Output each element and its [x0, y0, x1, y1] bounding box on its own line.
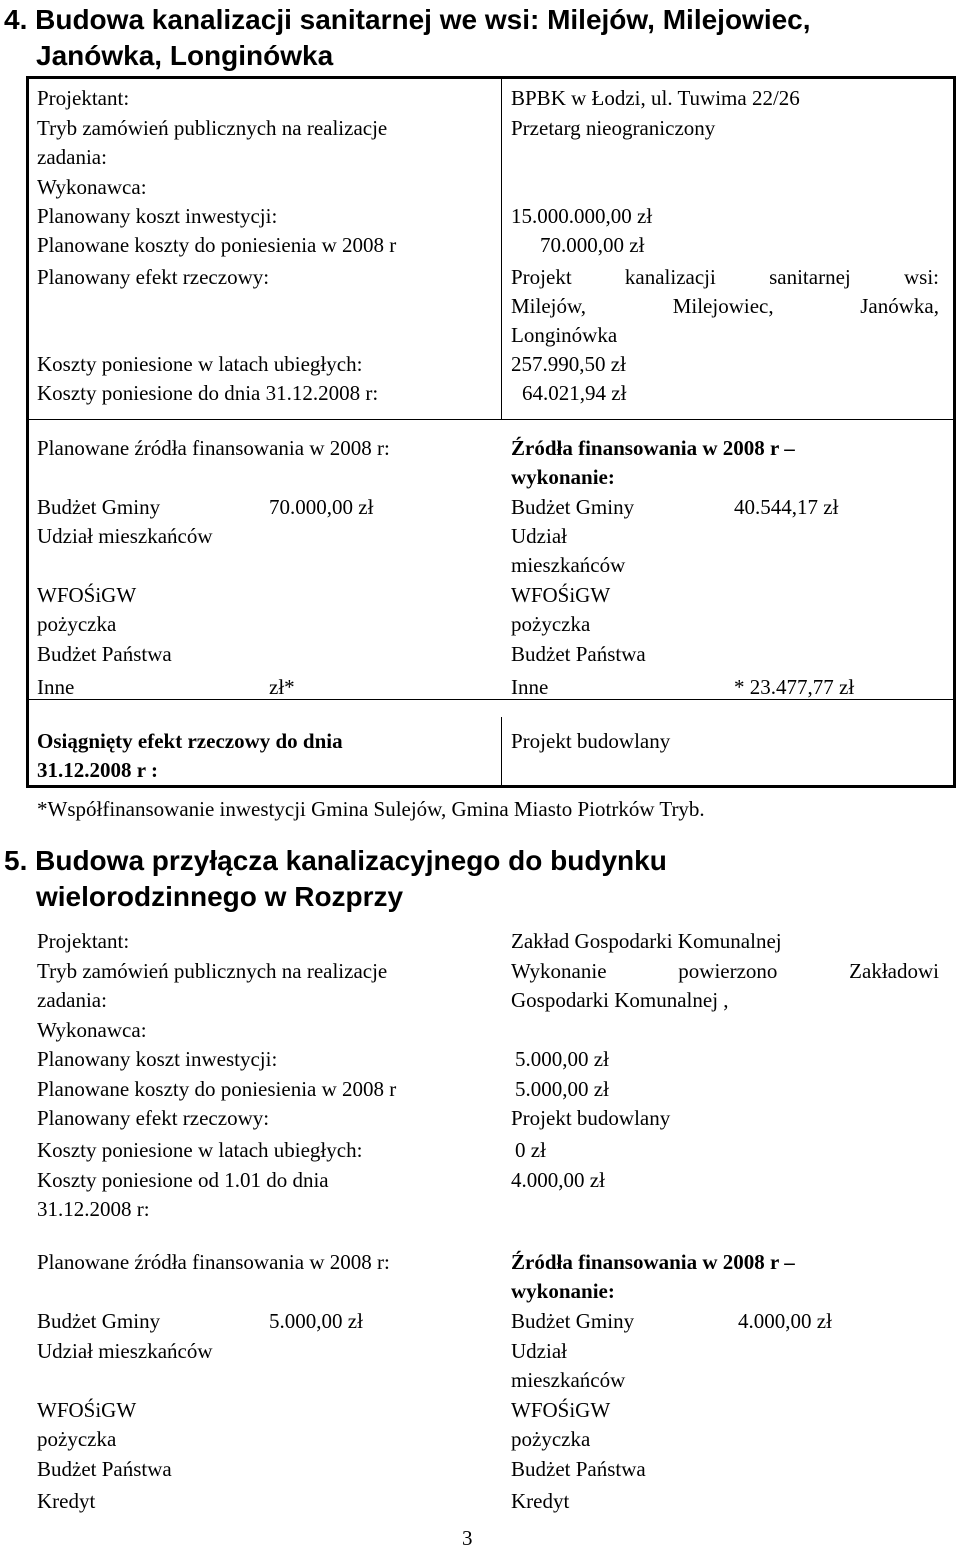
s4-efekt-label: Planowany efekt rzeczowy: [37, 265, 270, 289]
s5-wfosigw-label: WFOŚiGW [37, 1398, 137, 1422]
s5-mieszkancow-label: mieszkańców [511, 1368, 626, 1392]
s5-ubiegle-label: Koszty poniesione w latach ubiegłych: [37, 1138, 363, 1162]
s4-ubiegle-value: 257.990,50 zł [511, 352, 626, 376]
s4-osiagniety-label-1: Osiągnięty efekt rzeczowy do dnia [37, 729, 343, 753]
section-4-heading-line1: 4. Budowa kanalizacji sanitarnej we wsi: Milejów, Milejowiec, [4, 4, 811, 35]
s4-budzet-gminy-plan: 70.000,00 zł [269, 495, 374, 519]
s4-wfosigw-label: WFOŚiGW [37, 583, 137, 607]
s4-koszty-2008-value: 70.000,00 zł [540, 233, 645, 257]
s5-efekt-value: Projekt budowlany [511, 1106, 671, 1130]
s4-inne-label: Inne [37, 675, 75, 699]
section-5-heading-line1: 5. Budowa przyłącza kanalizacyjnego do budynku [4, 845, 667, 876]
s5-od-label-2: 31.12.2008 r: [37, 1197, 150, 1221]
s4-efekt-value-1: Projekt kanalizacji sanitarnej wsi: [511, 265, 939, 289]
s5-koszt-label: Planowany koszt inwestycji: [37, 1047, 278, 1071]
s5-tryb-label-2: zadania: [37, 988, 107, 1012]
s5-budzet-gminy-wyk-label: Budżet Gminy [511, 1309, 635, 1333]
s4-do-dnia-label: Koszty poniesione do dnia 31.12.2008 r: [37, 381, 379, 405]
s5-budzet-panstwa-wyk-label: Budżet Państwa [511, 1457, 646, 1481]
s4-osiagniety-value: Projekt budowlany [511, 729, 671, 753]
s4-zrodla-wyk-label-1: Źródła finansowania w 2008 r – [511, 436, 795, 460]
s4-koszt-label: Planowany koszt inwestycji: [37, 204, 278, 228]
s4-budzet-gminy-wyk: 40.544,17 zł [734, 495, 839, 519]
s5-budzet-panstwa-label: Budżet Państwa [37, 1457, 172, 1481]
s4-zrodla-plan-label: Planowane źródła finansowania w 2008 r: [37, 436, 390, 460]
s4-inne-wyk: * 23.477,77 zł [734, 675, 855, 699]
s4-pozyczka-wyk-label: pożyczka [511, 612, 591, 636]
s5-kredyt-label: Kredyt [37, 1489, 96, 1513]
s4-wykonawca-label: Wykonawca: [37, 175, 147, 199]
s5-tryb-value-1: Wykonanie powierzono Zakładowi [511, 959, 939, 983]
s5-zrodla-wyk-label-1: Źródła finansowania w 2008 r – [511, 1250, 795, 1274]
s4-tryb-label-1: Tryb zamówień publicznych na realizacje [37, 116, 388, 140]
s5-kredyt-wyk-label: Kredyt [511, 1489, 570, 1513]
s5-efekt-label: Planowany efekt rzeczowy: [37, 1106, 270, 1130]
s5-wfosigw-wyk-label: WFOŚiGW [511, 1398, 611, 1422]
s5-budzet-gminy-plan: 5.000,00 zł [269, 1309, 363, 1333]
s4-budzet-panstwa-wyk-label: Budżet Państwa [511, 642, 646, 666]
page-number: 3 [462, 1526, 473, 1550]
s4-do-dnia-value: 64.021,94 zł [522, 381, 627, 405]
s4-projektant-value: BPBK w Łodzi, ul. Tuwima 22/26 [511, 86, 800, 110]
s5-wykonawca-label: Wykonawca: [37, 1018, 147, 1042]
s4-mieszkancow-label: mieszkańców [511, 553, 626, 577]
s4-efekt-value-3: Longinówka [511, 323, 618, 347]
s5-udzial-mieszkancow-label: Udział mieszkańców [37, 1339, 213, 1363]
s4-udzial-mieszkancow-label: Udział mieszkańców [37, 524, 213, 548]
s4-osiagniety-label-2: 31.12.2008 r : [37, 758, 158, 782]
s4-budzet-gminy-label: Budżet Gminy [37, 495, 161, 519]
s5-projektant-label: Projektant: [37, 929, 130, 953]
s5-tryb-label-1: Tryb zamówień publicznych na realizacje [37, 959, 388, 983]
s5-zrodla-wyk-label-2: wykonanie: [511, 1279, 615, 1303]
s4-footnote: *Współfinansowanie inwestycji Gmina Sulejów, Gmina Miasto Piotrków Tryb. [37, 797, 705, 821]
s5-koszt-value: 5.000,00 zł [515, 1047, 609, 1071]
s4-efekt-value-2: Milejów, Milejowiec, Janówka, [511, 294, 939, 318]
s5-koszty-2008-value: 5.000,00 zł [515, 1077, 609, 1101]
s4-wfosigw-wyk-label: WFOŚiGW [511, 583, 611, 607]
s4-pozyczka-label: pożyczka [37, 612, 117, 636]
s5-od-label-1: Koszty poniesione od 1.01 do dnia [37, 1168, 329, 1192]
section-5-heading-line2: wielorodzinnego w Rozprzy [36, 881, 404, 912]
s5-pozyczka-wyk-label: pożyczka [511, 1427, 591, 1451]
s4-budzet-gminy-wyk-label: Budżet Gminy [511, 495, 635, 519]
s5-zrodla-plan-label: Planowane źródła finansowania w 2008 r: [37, 1250, 390, 1274]
s5-udzial-label: Udział [511, 1339, 567, 1363]
s4-inne-plan: zł* [269, 675, 295, 699]
s4-budzet-panstwa-label: Budżet Państwa [37, 642, 172, 666]
s4-inne-wyk-label: Inne [511, 675, 549, 699]
s5-projektant-value: Zakład Gospodarki Komunalnej [511, 929, 782, 953]
s4-projektant-label: Projektant: [37, 86, 130, 110]
s5-od-value: 4.000,00 zł [511, 1168, 605, 1192]
s4-tryb-label-2: zadania: [37, 145, 107, 169]
s4-koszt-value: 15.000.000,00 zł [511, 204, 653, 228]
s5-ubiegle-value: 0 zł [515, 1138, 546, 1162]
s5-pozyczka-label: pożyczka [37, 1427, 117, 1451]
s4-tryb-value: Przetarg nieograniczony [511, 116, 716, 140]
s4-ubiegle-label: Koszty poniesione w latach ubiegłych: [37, 352, 363, 376]
s4-koszty-2008-label: Planowane koszty do poniesienia w 2008 r [37, 233, 397, 257]
s5-budzet-gminy-label: Budżet Gminy [37, 1309, 161, 1333]
s4-udzial-label: Udział [511, 524, 567, 548]
s5-koszty-2008-label: Planowane koszty do poniesienia w 2008 r [37, 1077, 397, 1101]
s5-tryb-value-2: Gospodarki Komunalnej , [511, 988, 729, 1012]
s5-budzet-gminy-wyk: 4.000,00 zł [738, 1309, 832, 1333]
s4-zrodla-wyk-label-2: wykonanie: [511, 465, 615, 489]
section-4-heading-line2: Janówka, Longinówka [36, 40, 334, 71]
